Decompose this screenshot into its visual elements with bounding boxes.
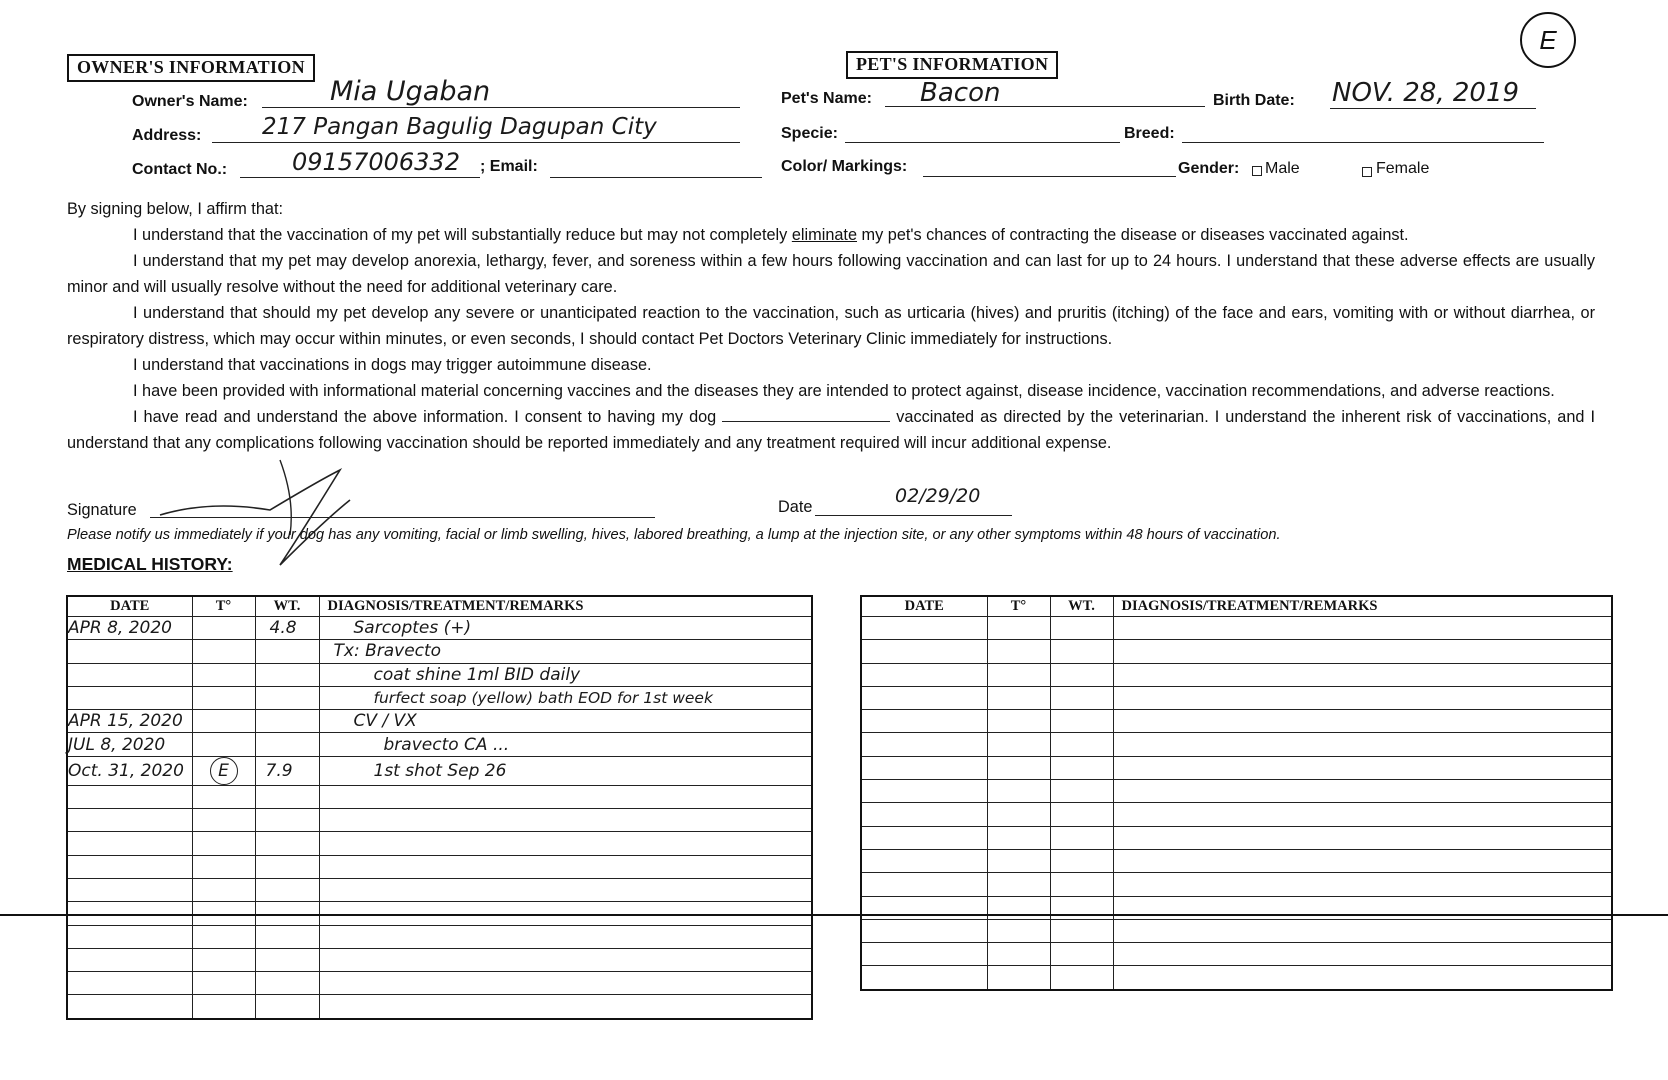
entry-weight xyxy=(255,686,319,709)
color-markings-label: Color/ Markings: xyxy=(781,158,908,175)
col-date-header: DATE xyxy=(67,596,192,617)
gender-male-label: Male xyxy=(1265,160,1300,177)
entry-remarks: furfect soap (yellow) bath EOD for 1st week xyxy=(319,686,812,709)
date-label: Date xyxy=(778,498,813,516)
table-row[interactable] xyxy=(67,972,812,995)
col-temp-header: T° xyxy=(192,596,255,617)
date-value[interactable]: 02/29/20 xyxy=(895,485,981,507)
col-weight-header: WT. xyxy=(1050,596,1113,617)
specie-line xyxy=(845,142,1120,143)
consent-p1-underlined: eliminate xyxy=(791,226,858,244)
entry-date xyxy=(67,686,192,709)
entry-remarks: CV / VX xyxy=(319,710,812,733)
entry-remarks: 1st shot Sep 26 xyxy=(319,756,812,785)
table-row[interactable] xyxy=(861,803,1612,826)
consent-paragraph-1 xyxy=(67,222,1595,248)
address-line xyxy=(212,142,740,143)
consent-paragraph-2: I understand that my pet may develop anorexia, lethargy, fever, and soreness within a few hours following vaccination and can last for up to 24 hours. I understand that these adverse effects are usually minor and will usually resolve without the need for additional veterinary care. xyxy=(67,252,1595,296)
table-row[interactable] xyxy=(67,640,812,663)
entry-date: Oct. 31, 2020 xyxy=(67,756,192,785)
address-label: Address: xyxy=(132,127,202,144)
birth-date-value[interactable]: NOV. 28, 2019 xyxy=(1332,78,1520,108)
table-row[interactable] xyxy=(67,925,812,948)
consent-intro: By signing below, I affirm that: xyxy=(67,200,283,218)
entry-temp xyxy=(192,617,255,640)
pet-name-label: Pet's Name: xyxy=(781,90,872,107)
temp-circled-mark: E xyxy=(210,757,238,785)
table-row[interactable] xyxy=(67,855,812,878)
table-row[interactable] xyxy=(67,878,812,901)
col-diagnosis-header: DIAGNOSIS/TREATMENT/REMARKS xyxy=(319,596,812,617)
entry-temp xyxy=(192,640,255,663)
contact-label: Contact No.: xyxy=(132,161,228,178)
col-temp-header: T° xyxy=(987,596,1050,617)
col-date-header: DATE xyxy=(861,596,987,617)
entry-date xyxy=(67,640,192,663)
owner-name-value[interactable]: Mia Ugaban xyxy=(330,76,491,107)
table-header-row xyxy=(861,596,1612,617)
table-row[interactable] xyxy=(861,733,1612,756)
specie-label: Specie: xyxy=(781,125,838,142)
entry-remarks: bravecto CA ... xyxy=(319,733,812,756)
corner-mark: E xyxy=(1520,12,1576,68)
col-weight-header: WT. xyxy=(255,596,319,617)
col-diagnosis-header: DIAGNOSIS/TREATMENT/REMARKS xyxy=(1113,596,1612,617)
email-label: ; Email: xyxy=(480,158,538,175)
entry-weight xyxy=(255,733,319,756)
entry-temp xyxy=(192,756,255,785)
entry-remarks: Tx: Bravecto xyxy=(319,640,812,663)
consent-p1a: I understand that the vaccination of my pet will substantially reduce but may not completely xyxy=(133,226,792,244)
medical-history-heading: MEDICAL HISTORY: xyxy=(67,554,233,574)
entry-weight xyxy=(255,710,319,733)
consent-p6a: I have read and understand the above information. I consent to having my dog xyxy=(133,408,723,426)
table-row[interactable] xyxy=(861,617,1612,640)
consent-paragraph-4: I understand that vaccinations in dogs may trigger autoimmune disease. xyxy=(133,356,652,374)
color-markings-line xyxy=(923,176,1176,177)
entry-weight xyxy=(255,663,319,686)
table-row[interactable] xyxy=(67,733,812,756)
contact-line xyxy=(240,177,480,178)
signature-scribble xyxy=(150,440,390,570)
owner-info-heading: OWNER'S INFORMATION xyxy=(67,54,315,82)
entry-weight xyxy=(255,640,319,663)
pet-info-heading: PET'S INFORMATION xyxy=(846,51,1058,79)
table-row[interactable] xyxy=(861,686,1612,709)
entry-date: APR 8, 2020 xyxy=(67,617,192,640)
table-row[interactable] xyxy=(861,873,1612,896)
owner-name-line xyxy=(262,107,740,108)
email-line xyxy=(550,177,762,178)
table-row[interactable] xyxy=(67,686,812,709)
table-row[interactable] xyxy=(67,756,812,785)
medical-history-table-right xyxy=(860,595,1613,991)
entry-remarks: Sarcoptes (+) xyxy=(319,617,812,640)
entry-temp xyxy=(192,710,255,733)
table-row[interactable] xyxy=(67,617,812,640)
table-row[interactable] xyxy=(67,948,812,971)
table-row[interactable] xyxy=(861,756,1612,779)
entry-remarks: coat shine 1ml BID daily xyxy=(319,663,812,686)
consent-p1b: my pet's chances of contracting the disease or diseases vaccinated against. xyxy=(857,226,1409,244)
entry-temp xyxy=(192,686,255,709)
table-row[interactable] xyxy=(861,826,1612,849)
consent-paragraph-3: I understand that should my pet develop any severe or unanticipated reaction to the vaccination, such as urticaria (hives) and pruritis (itching) of the face and ears, vomiting with or without diarrhea, or respiratory distress, which may occur within minutes, or even seconds, I should contact Pet Doctors Veterinary Clinic immediately for instructions. xyxy=(67,304,1595,348)
table-row[interactable] xyxy=(67,785,812,808)
table-row[interactable] xyxy=(861,849,1612,872)
notify-notice: Please notify us immediately if your dog has any vomiting, facial or limb swelling, hives, labored breathing, a lump at the injection site, or any other symptoms within 48 hours of vaccination. xyxy=(67,527,1281,543)
contact-value[interactable]: 09157006332 xyxy=(292,148,460,176)
entry-temp xyxy=(192,663,255,686)
gender-female-label: Female xyxy=(1376,160,1430,177)
birth-date-label: Birth Date: xyxy=(1213,92,1295,109)
table-row[interactable] xyxy=(67,809,812,832)
table-row[interactable] xyxy=(861,710,1612,733)
table-header-row xyxy=(67,596,812,617)
table-row[interactable] xyxy=(861,919,1612,942)
scan-divider-line xyxy=(0,914,1668,916)
date-line xyxy=(815,515,1012,516)
medical-history-table-left xyxy=(66,595,813,1020)
entry-weight: 4.8 xyxy=(255,617,319,640)
gender-label: Gender: xyxy=(1178,160,1240,177)
birth-date-line xyxy=(1330,108,1536,109)
gender-female-checkbox[interactable] xyxy=(1362,167,1372,177)
consent-p6b: vaccinated as directed by the veterinarian. I understand the inherent risk of vaccinations, and I understand that any complications following vaccination should be reported immediately and any treatment required will incur additional expense. xyxy=(67,408,1596,452)
table-row[interactable] xyxy=(861,943,1612,966)
table-row[interactable] xyxy=(67,710,812,733)
owner-name-label: Owner's Name: xyxy=(132,93,248,110)
table-row[interactable] xyxy=(861,640,1612,663)
gender-male-checkbox[interactable] xyxy=(1252,166,1262,176)
entry-date: APR 15, 2020 xyxy=(67,710,192,733)
entry-weight: 7.9 xyxy=(255,756,319,785)
breed-line xyxy=(1182,142,1544,143)
pet-name-value[interactable]: Bacon xyxy=(920,78,1001,108)
table-row[interactable] xyxy=(67,663,812,686)
address-value[interactable]: 217 Pangan Bagulig Dagupan City xyxy=(262,114,657,140)
dog-name-blank[interactable] xyxy=(722,407,890,422)
table-row[interactable] xyxy=(67,832,812,855)
entry-date: JUL 8, 2020 xyxy=(67,733,192,756)
consent-block xyxy=(67,196,1595,456)
signature-label: Signature xyxy=(67,501,137,519)
consent-paragraph-5: I have been provided with informational material concerning vaccines and the diseases they are intended to protect against, disease incidence, vaccination recommendations, and adverse reactions. xyxy=(133,382,1555,400)
table-row[interactable] xyxy=(861,663,1612,686)
table-row[interactable] xyxy=(67,995,812,1019)
table-row[interactable] xyxy=(861,966,1612,990)
entry-date xyxy=(67,663,192,686)
table-row[interactable] xyxy=(861,780,1612,803)
entry-temp xyxy=(192,733,255,756)
breed-label: Breed: xyxy=(1124,125,1175,142)
